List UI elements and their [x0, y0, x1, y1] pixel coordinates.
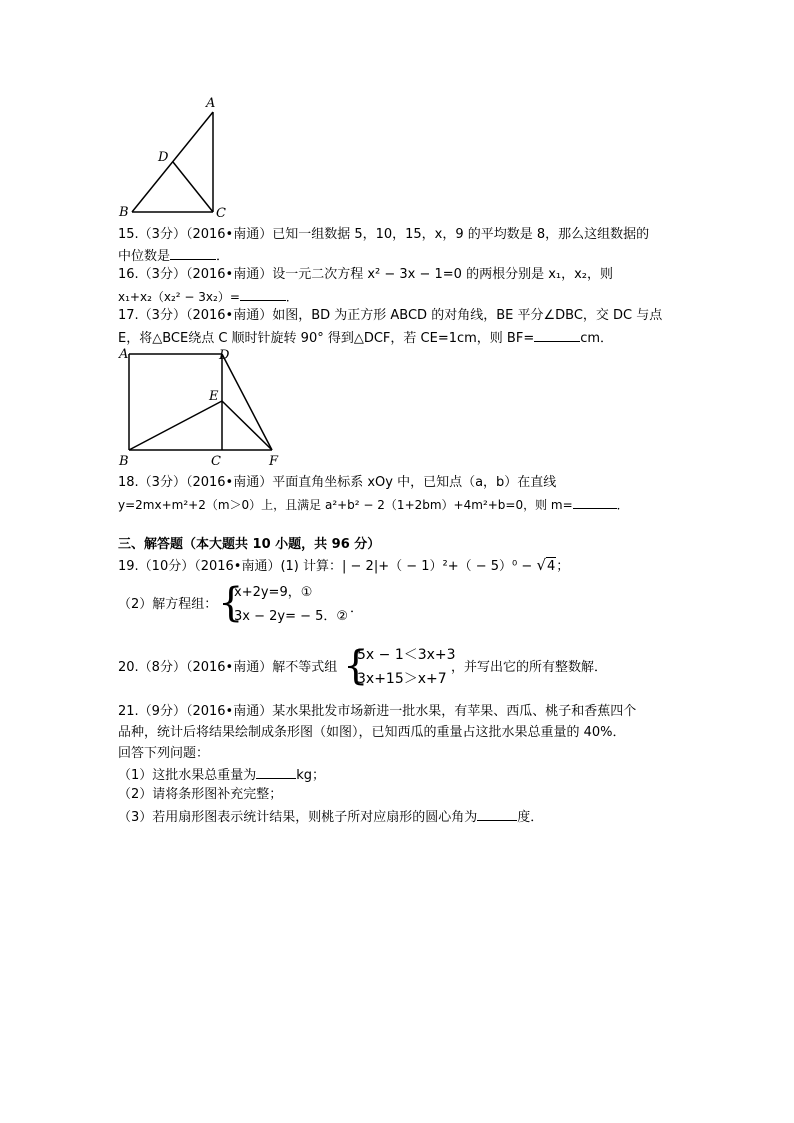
q16-line2-post: ． — [285, 290, 298, 304]
q21-item1-post: kg； — [296, 768, 326, 783]
label2-E: E — [209, 389, 219, 404]
q21-item3-post: 度． — [517, 810, 544, 825]
label2-B: B — [119, 454, 129, 469]
label2-C: C — [211, 454, 221, 469]
q20-ineq2: 3x+15＞x+7 — [357, 671, 447, 687]
q16-blank[interactable] — [240, 287, 286, 301]
q18-blank[interactable] — [573, 495, 617, 509]
q21-item2: （2）请将条形图补充完整； — [118, 787, 283, 802]
q20-pre: 20.（8分）（2016•南通）解不等式组 — [118, 660, 338, 675]
q19-line1 — [118, 557, 569, 575]
q21-line1: 21.（9分）（2016•南通）某水果批发市场新进一批水果，有苹果、西瓜、桃子和香蕉四个 — [118, 704, 637, 719]
q19-line1-pre: 19.（10分）（2016•南通）(1) 计算：| − 2|+（ − 1）²+（ − 5）⁰ − — [118, 559, 537, 574]
label2-F: F — [269, 454, 279, 469]
q21-blank1[interactable] — [256, 765, 296, 779]
q19-after: ． — [350, 601, 364, 616]
q20-brace: { — [343, 643, 369, 689]
q20-ineq1: 5x − 1＜3x+3 — [357, 647, 456, 663]
square-figure — [112, 344, 292, 472]
q21-item3 — [118, 807, 543, 826]
q17-line2-pre: E，将△BCE绕点 C 顺时针旋转 90° 得到△DCF，若 CE=1cm，则 BF= — [118, 331, 535, 346]
q18-line1: 18.（3分）（2016•南通）平面直角坐标系 xOy 中，已知点（a，b）在直线 — [118, 475, 557, 490]
label2-D: D — [219, 348, 230, 363]
section3-title: 三、解答题（本大题共 10 小题，共 96 分） — [118, 537, 381, 552]
label-D: D — [158, 150, 169, 165]
q16-line2-pre: x₁+x₂（x₂² − 3x₂）= — [118, 290, 240, 304]
q17-blank[interactable] — [534, 328, 580, 342]
q19-sqrt-content: 4 — [547, 559, 556, 574]
q20-post: ，并写出它的所有整数解． — [451, 660, 608, 675]
q18-line2 — [118, 495, 629, 514]
q21-line3: 回答下列问题： — [118, 746, 210, 761]
sqrt-sign: √ — [536, 556, 546, 574]
label-C: C — [216, 206, 226, 221]
q16-line2 — [118, 287, 298, 306]
q15-line2 — [118, 246, 229, 265]
triangle-figure — [115, 95, 240, 225]
q21-item1 — [118, 765, 325, 784]
q19-brace: { — [218, 580, 244, 626]
label-A: A — [206, 96, 216, 111]
q21-line2: 品种，统计后将结果绘制成条形图（如图），已知西瓜的重量占这批水果总重量的 40%． — [118, 725, 626, 740]
q17-line1: 17.（3分）（2016•南通）如图，BD 为正方形 ABCD 的对角线，BE 平分∠DBC，交 DC 与点 — [118, 308, 663, 323]
q17-line2-post: cm． — [580, 331, 614, 346]
q19-part2-label: （2）解方程组： — [118, 597, 218, 612]
q18-line2-pre: y=2mx+m²+2（m＞0）上，且满足 a²+b² − 2（1+2bm）+4m²+b=0，则 m= — [118, 498, 573, 512]
q18-line2-post: ． — [616, 498, 629, 512]
q15-line1: 15.（3分）（2016•南通）已知一组数据 5，10，15，x，9 的平均数是 8，那么这组数据的 — [118, 227, 650, 242]
label2-A: A — [119, 347, 129, 362]
q19-eq1: x+2y=9，① — [234, 585, 313, 600]
q19-line1-post: ； — [556, 559, 570, 574]
q21-blank3[interactable] — [477, 807, 517, 821]
q19-eq2: 3x − 2y= − 5．② — [234, 609, 349, 624]
q15-line2-post: ． — [216, 249, 230, 264]
q16-line1: 16.（3分）（2016•南通）设一元二次方程 x² − 3x − 1=0 的两根分别是 x₁，x₂，则 — [118, 267, 614, 282]
label-B: B — [119, 205, 129, 220]
q21-item1-pre: （1）这批水果总重量为 — [118, 768, 257, 783]
q15-line2-pre: 中位数是 — [118, 249, 171, 264]
q15-blank[interactable] — [170, 246, 216, 260]
q21-item3-pre: （3）若用扇形图表示统计结果，则桃子所对应扇形的圆心角为 — [118, 810, 478, 825]
